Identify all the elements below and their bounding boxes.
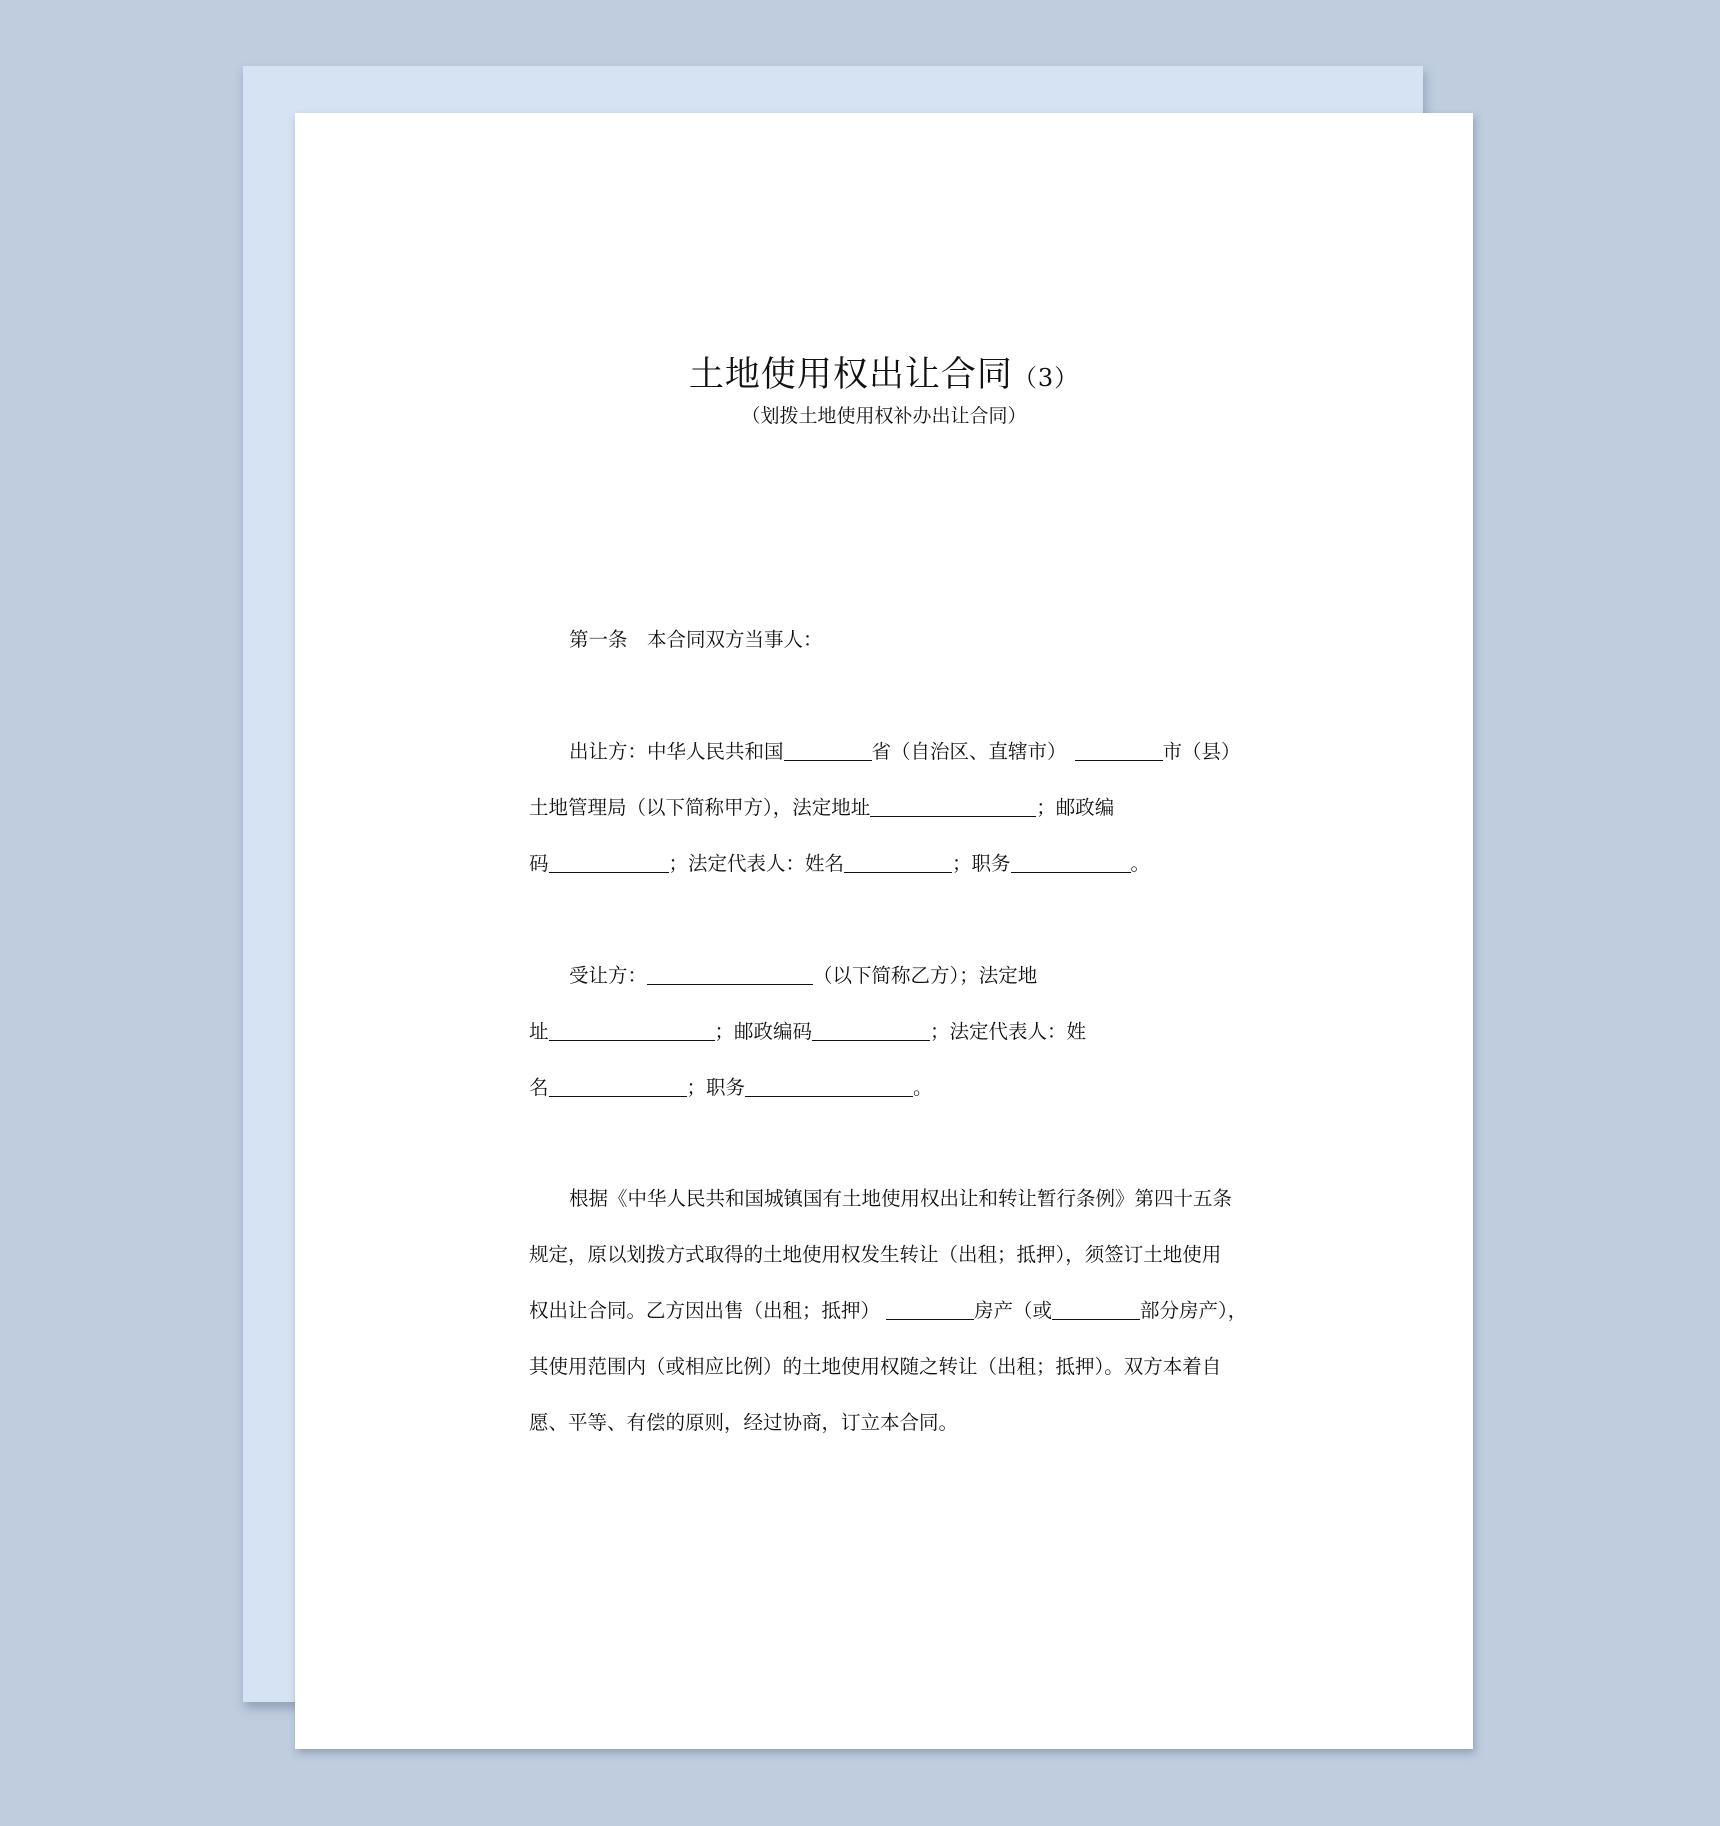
name-label-end: 名	[529, 1076, 549, 1099]
representative-name-label: ；法定代表人：姓名	[668, 852, 845, 875]
province-blank	[784, 738, 872, 761]
article-1-heading: 第一条 本合同双方当事人：	[569, 628, 823, 651]
representative-name-blank	[844, 850, 952, 873]
transferor-line-3	[529, 849, 1150, 879]
basis-line-5: 愿、平等、有偿的原则，经过协商，订立本合同。	[529, 1411, 959, 1434]
partial-property-label: 部分房产），	[1140, 1299, 1248, 1322]
transferee-position-blank	[745, 1074, 913, 1097]
postal-code-blank	[549, 850, 669, 873]
legal-address-blank	[870, 794, 1036, 817]
transferee-postal-label: ；邮政编码	[714, 1020, 813, 1043]
city-blank	[1075, 738, 1163, 761]
transferee-rep-name-blank	[549, 1074, 687, 1097]
period: 。	[1130, 852, 1151, 875]
document-title	[295, 353, 1473, 400]
postal-code-label: ；邮政编	[1036, 796, 1115, 819]
position-label: ；职务	[952, 852, 1011, 875]
position-blank	[1011, 850, 1131, 873]
transferee-position-label: ；职务	[686, 1076, 746, 1099]
transferee-line-2	[529, 1017, 1086, 1047]
transferee-postal-blank	[812, 1018, 930, 1041]
document-page	[295, 113, 1473, 1749]
period: 。	[913, 1076, 933, 1099]
basis-line-4: 其使用范围内（或相应比例）的土地使用权随之转让（出租；抵押）。双方本着自	[529, 1355, 1222, 1378]
basis-sale-label: 权出让合同。乙方因出售（出租；抵押）	[529, 1299, 881, 1322]
basis-line-2: 规定，原以划拨方式取得的土地使用权发生转让（出租；抵押），须签订土地使用	[529, 1243, 1222, 1266]
city-label: 市（县）	[1162, 740, 1241, 763]
title-text: 土地使用权出让合同	[688, 355, 1013, 395]
transferee-alias-label: （以下简称乙方）；法定地	[813, 964, 1038, 987]
transferee-label: 受让方：	[569, 964, 648, 987]
transferor-line-2	[529, 793, 1114, 823]
transferee-address-blank	[549, 1018, 715, 1041]
legal-address-label: 土地管理局（以下简称甲方），法定地址	[529, 796, 871, 819]
transferee-line-3	[529, 1073, 933, 1103]
address-label-end: 址	[529, 1020, 549, 1043]
province-label: 省（自治区、直辖市）	[871, 740, 1067, 763]
basis-line-1: 根据《中华人民共和国城镇国有土地使用权出让和转让暂行条例》第四十五条	[569, 1187, 1233, 1210]
title-number: （3）	[1012, 364, 1080, 392]
document-subtitle: （划拨土地使用权补办出让合同）	[741, 405, 1027, 427]
transferee-representative-label: ；法定代表人：姓	[930, 1020, 1087, 1043]
transferee-line-1	[569, 961, 1037, 991]
property-blank	[886, 1297, 974, 1320]
transferor-line-1	[569, 737, 1241, 767]
property-label: 房产（或	[974, 1299, 1053, 1322]
transferor-label: 出让方：中华人民共和国	[569, 740, 784, 763]
postal-code-label-end: 码	[529, 852, 549, 875]
partial-property-blank	[1052, 1297, 1140, 1320]
basis-line-3	[529, 1296, 1247, 1326]
transferee-name-blank	[647, 962, 813, 985]
